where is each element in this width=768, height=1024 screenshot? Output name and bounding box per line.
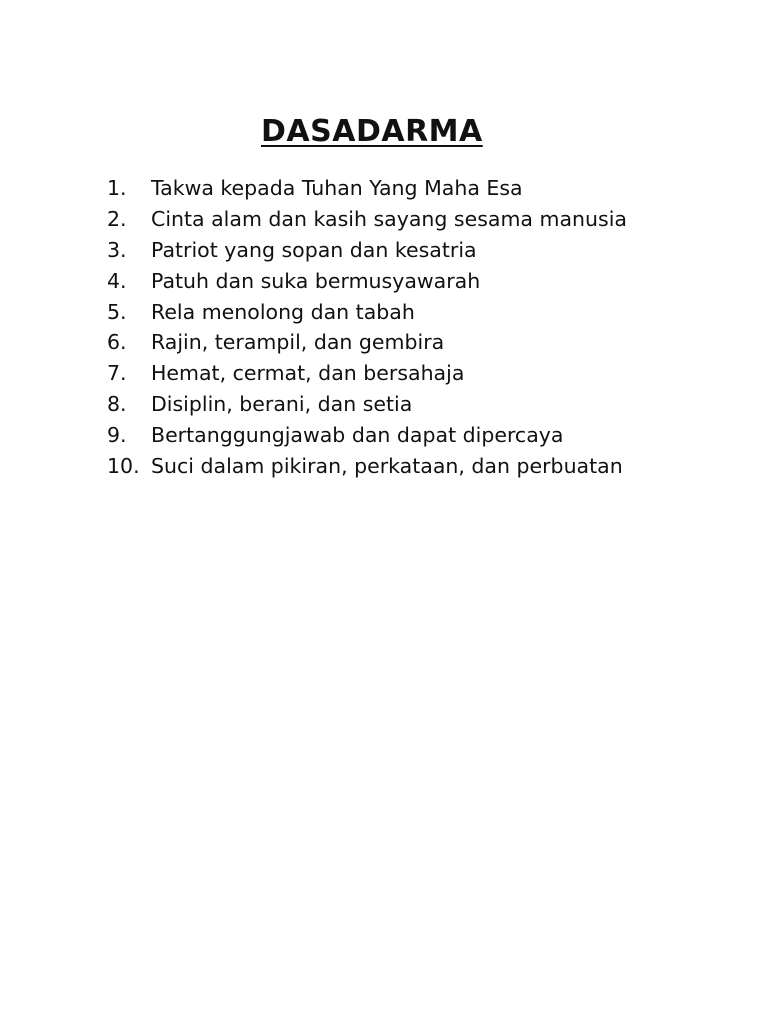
item-number: 1. <box>107 176 127 201</box>
list-item <box>107 204 627 235</box>
item-number: 3. <box>107 237 127 262</box>
list-item <box>107 173 627 204</box>
item-number: 10. <box>107 453 140 478</box>
item-text: Suci dalam pikiran, perkataan, dan perbuatan <box>151 453 623 478</box>
item-text: Bertanggungjawab dan dapat dipercaya <box>151 422 564 447</box>
list-item <box>107 296 627 327</box>
item-text: Hemat, cermat, dan bersahaja <box>151 361 465 386</box>
item-text: Cinta alam dan kasih sayang sesama manusia <box>151 207 627 232</box>
item-text: Takwa kepada Tuhan Yang Maha Esa <box>151 176 523 201</box>
item-text: Disiplin, berani, dan setia <box>151 391 413 416</box>
item-number: 5. <box>107 299 127 324</box>
item-text: Rajin, terampil, dan gembira <box>151 330 445 355</box>
item-number: 8. <box>107 391 127 416</box>
page-title: DASADARMA <box>261 114 483 149</box>
list-item <box>107 358 627 389</box>
item-number: 7. <box>107 361 127 386</box>
item-number: 6. <box>107 330 127 355</box>
list-item <box>107 235 627 266</box>
list-item <box>107 327 627 358</box>
item-number: 9. <box>107 422 127 447</box>
item-text: Rela menolong dan tabah <box>151 299 415 324</box>
list-item <box>107 450 627 481</box>
item-text: Patuh dan suka bermusyawarah <box>151 268 481 293</box>
principles-list <box>107 173 627 481</box>
list-item <box>107 419 627 450</box>
item-number: 2. <box>107 207 127 232</box>
item-number: 4. <box>107 268 127 293</box>
list-item <box>107 265 627 296</box>
item-text: Patriot yang sopan dan kesatria <box>151 237 477 262</box>
list-item <box>107 389 627 420</box>
